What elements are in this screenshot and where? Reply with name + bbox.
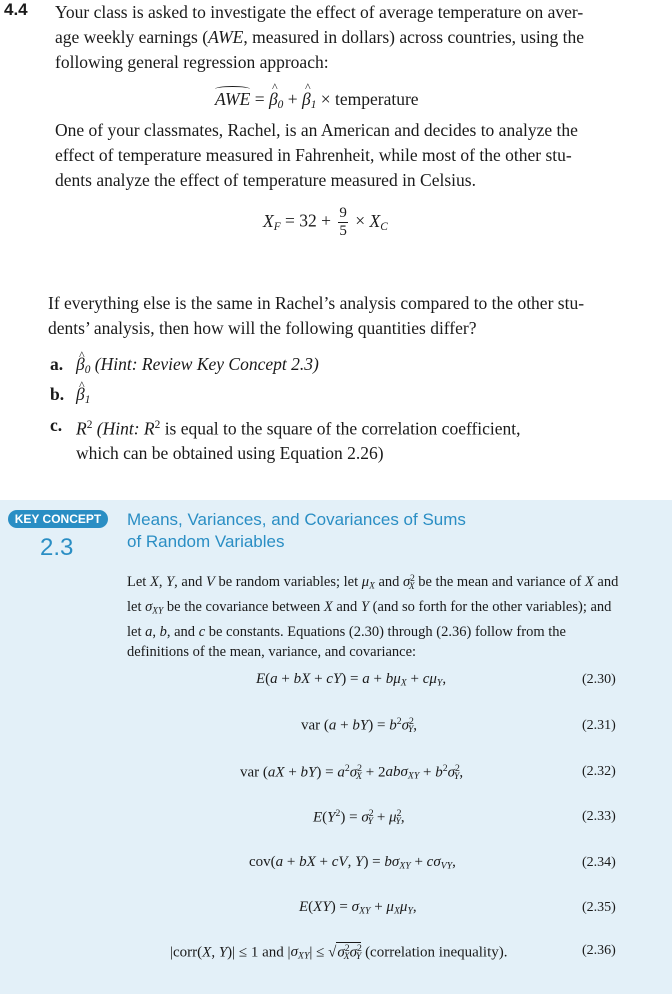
key-concept-number: 2.3 [40, 534, 74, 561]
equation-2-36: |corr(X, Y)| ≤ 1 and $|\sigma_{XY}| \le √\sigma^2_X\sigma^2_Y$ (correlation inequality). [170, 943, 508, 962]
equation-2-34: cov(a + bX + cV, $Y) = b\sigma_{XY} + c\sigma_{VY}$, [249, 854, 456, 872]
equation-2-31: var $(a + bY) = b^2\sigma^2_Y$, [301, 716, 418, 735]
equation-number: (2.36) [582, 943, 616, 958]
problem-number: 4.4 [4, 0, 28, 19]
key-concept-body: Let X, Y, and V be random variables; let $\mu_X$ and $\sigma^2_X$ be the mean and variance of X and let $\sigma_{XY}$ be the covariance between X and Y (and so forth for the other variables); and let a, b, and c be constants. Equations (2.30) through (2.36) follow from the definitions of the mean, variance, and covariance: [127, 574, 619, 661]
equation-number: (2.33) [582, 809, 616, 824]
part-b: b.^ $\beta_1$ [50, 382, 650, 413]
key-concept-title: Means, Variances, and Covariances of Sums of Random Variables [127, 510, 466, 551]
conversion-equation: $X_F = 32$ + $\frac{9}{5}$ × $X_C$ [263, 205, 388, 239]
part-c: c. $R^2$ (Hint: $R^2$ is equal to the square of the correlation coefficient, which can be obtained using Equation 2.26) [50, 415, 521, 464]
equation-2-33: $E(Y^2) = \sigma^2_Y + \mu^2_Y$, [313, 808, 405, 827]
question-paragraph: If everything else is the same in Rachel’s analysis compared to the other stu- dents’ analysis, then how will the following quantities differ? [48, 293, 585, 338]
equation-2-30: E(a + bX + $cY) = a + b\mu_X + c\mu_Y$, [256, 671, 447, 689]
equation-number: (2.31) [582, 718, 616, 733]
key-concept-badge: KEY CONCEPT [8, 510, 108, 528]
regression-equation: AWE = ^ $\beta_0$ + ^ $\beta_1$ × temperature [215, 89, 419, 111]
equation-number: (2.35) [582, 900, 616, 915]
equation-number: (2.30) [582, 672, 616, 687]
part-a: a.^ $\beta_0$ (Hint: Review Key Concept 2.3) [50, 352, 650, 383]
rachel-paragraph: One of your classmates, Rachel, is an American and decides to analyze the effect of temperature measured in Fahrenheit, while most of the other stu- dents analyze the effect of temperature measured in Celsius. [55, 120, 578, 190]
equation-2-32: var $(aX + bY) = a^2\sigma^2_X + 2ab\sigma_{XY} + b^2\sigma^2_Y$, [240, 763, 464, 782]
problem-intro: Your class is asked to investigate the effect of average temperature on aver- age weekly earnings (AWE, measured in dollars) across countries, using the following general regression approach: [55, 2, 585, 72]
equation-number: (2.34) [582, 855, 616, 870]
equation-2-35: $E(XY) = \sigma_{XY} + \mu_X\mu_Y$, [299, 899, 417, 917]
equation-number: (2.32) [582, 764, 616, 779]
